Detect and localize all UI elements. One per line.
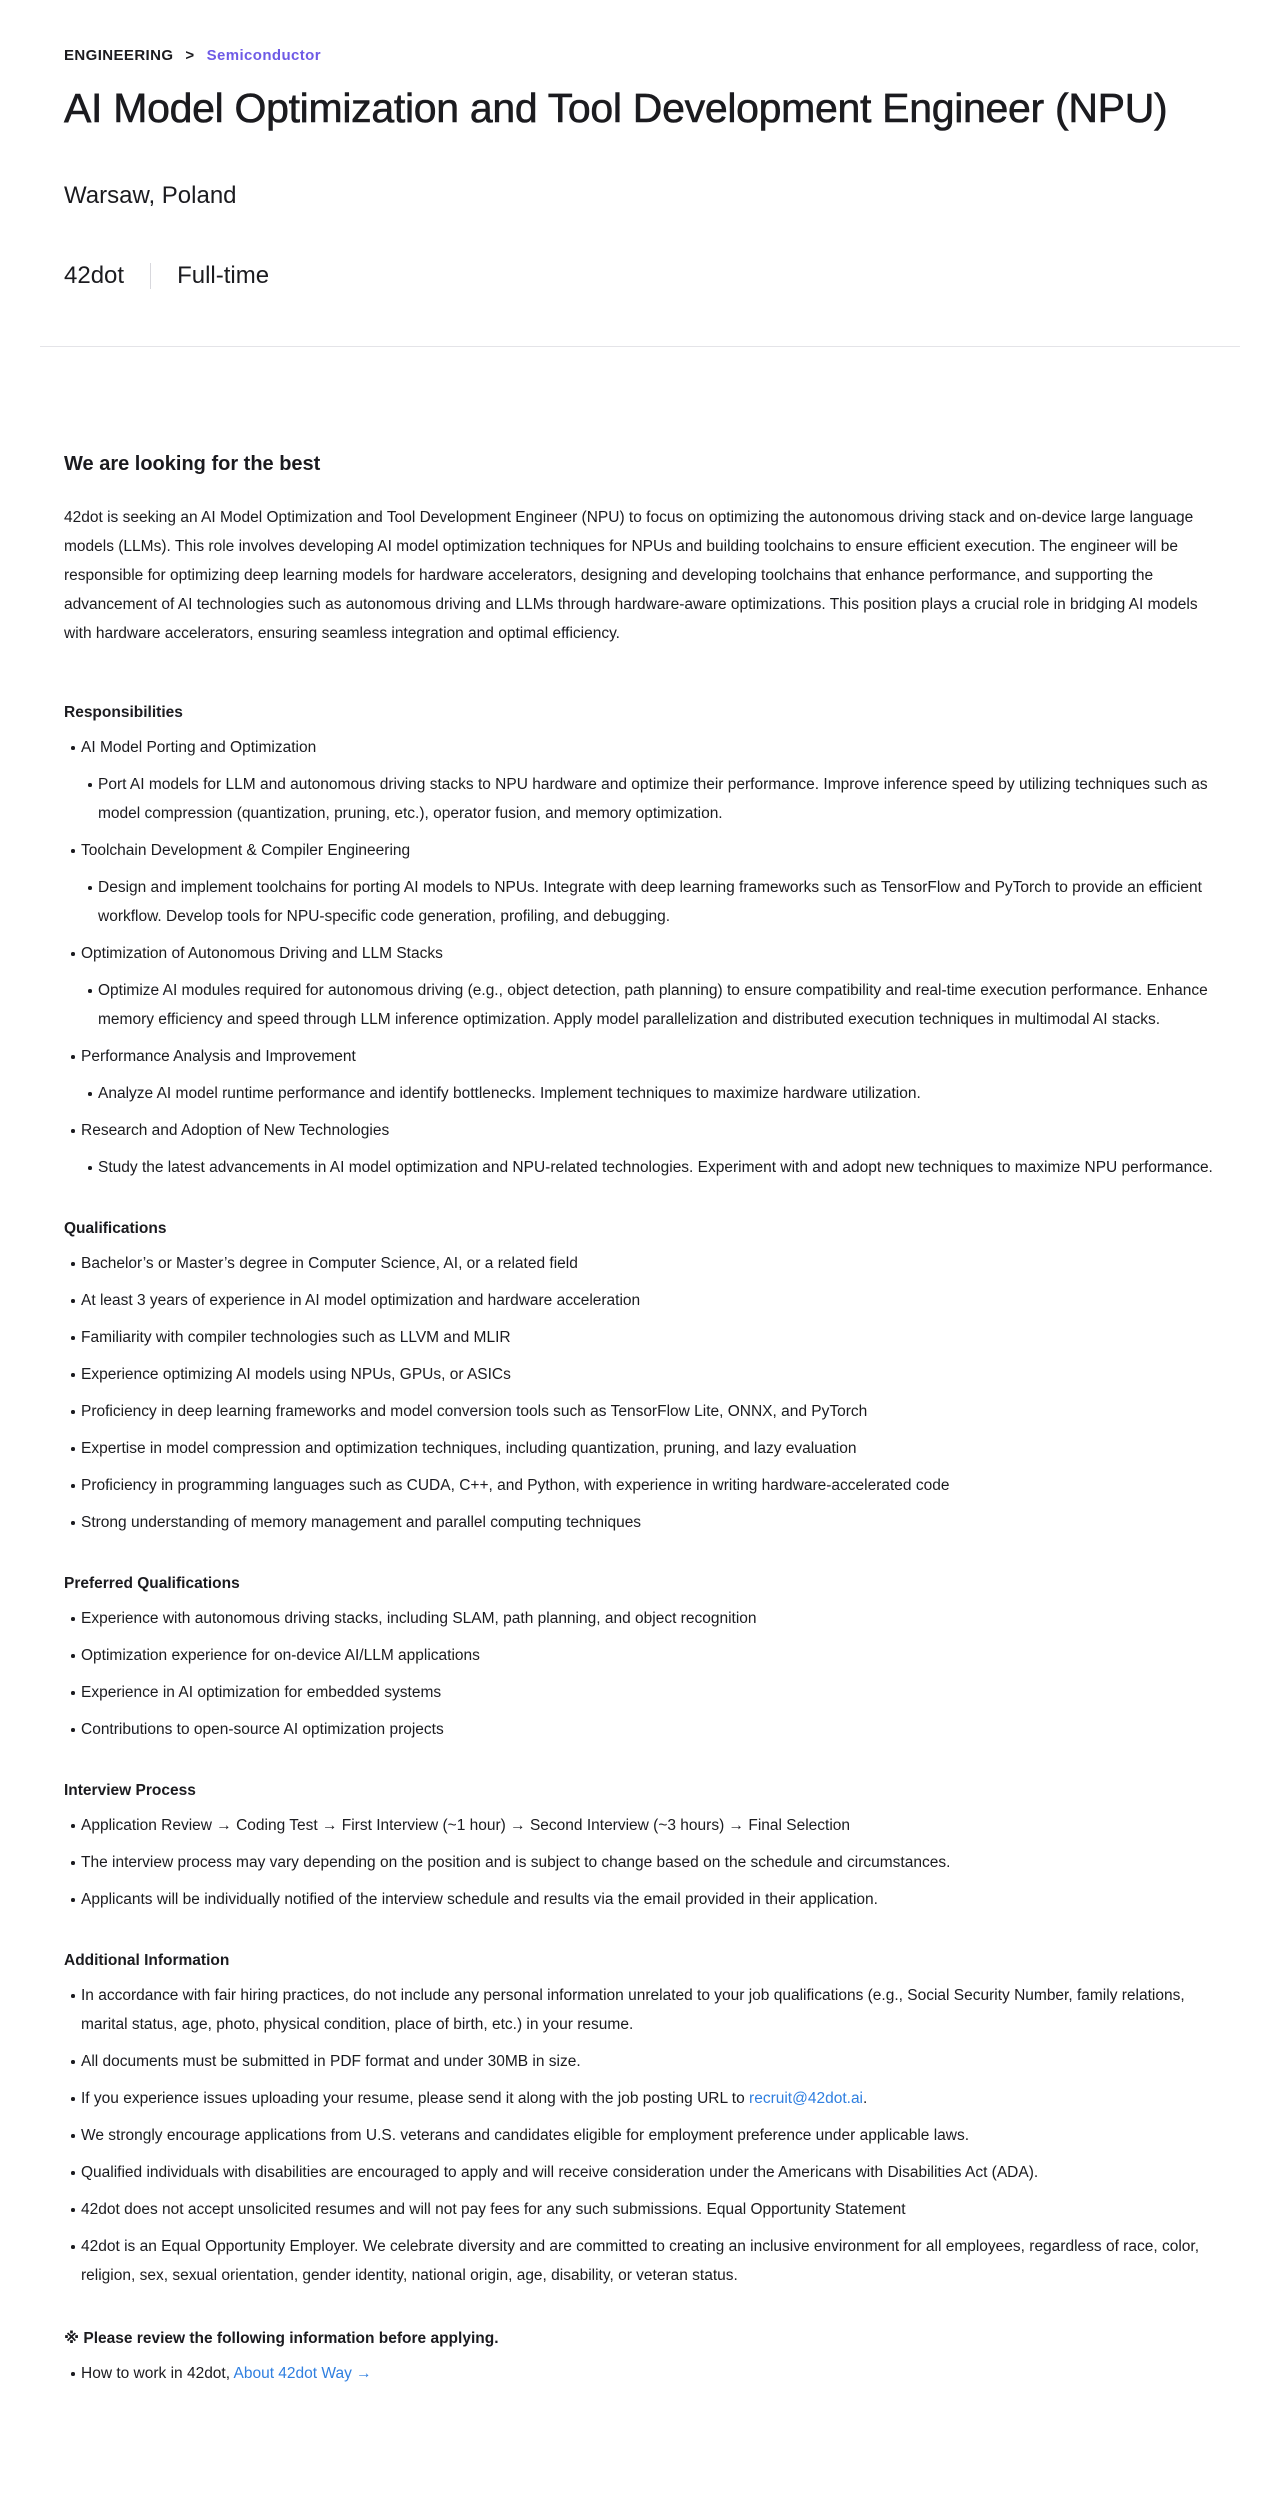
list-item: Contributions to open-source AI optimization projects [64, 1715, 1220, 1744]
qualifications-list [64, 1249, 1220, 1537]
list-item: Optimization of Autonomous Driving and LLM Stacks [64, 939, 1220, 968]
additional-info-list [64, 1981, 1220, 2290]
list-item: Expertise in model compression and optimization techniques, including quantization, pruning, and lazy evaluation [64, 1434, 1220, 1463]
list-item: Strong understanding of memory management and parallel computing techniques [64, 1508, 1220, 1537]
list-item: Experience in AI optimization for embedded systems [64, 1678, 1220, 1707]
list-item: In accordance with fair hiring practices, do not include any personal information unrelated to your job qualifications (e.g., Social Security Number, family relations, marital status, age, photo, physical condition, place of birth, etc.) in your resume. [64, 1981, 1220, 2039]
list-item: All documents must be submitted in PDF format and under 30MB in size. [64, 2047, 1220, 2076]
upload-issue-text: If you experience issues uploading your resume, please send it along with the job posting URL to [81, 2090, 750, 2107]
list-item: Bachelor’s or Master’s degree in Computer Science, AI, or a related field [64, 1249, 1220, 1278]
list-item: We strongly encourage applications from U.S. veterans and candidates eligible for employment preference under applicable laws. [64, 2121, 1220, 2150]
list-item: Applicants will be individually notified of the interview schedule and results via the email provided in their application. [64, 1885, 1220, 1914]
list-item: Study the latest advancements in AI model optimization and NPU-related technologies. Experiment with and adopt new techniques to maximize NPU performance. [64, 1153, 1220, 1182]
list-item: Qualified individuals with disabilities are encouraged to apply and will receive consideration under the Americans with Disabilities Act (ADA). [64, 2158, 1220, 2187]
list-item: Design and implement toolchains for porting AI models to NPUs. Integrate with deep learning frameworks such as TensorFlow and PyTorch to provide an efficient workflow. Develop tools for NPU-specific code generation, profiling, and debugging. [64, 873, 1220, 931]
list-item: 42dot does not accept unsolicited resumes and will not pay fees for any such submissions. Equal Opportunity Statement [64, 2195, 1220, 2224]
breadcrumb [64, 47, 321, 64]
job-meta [64, 260, 269, 292]
upload-issue-suffix: . [863, 2090, 868, 2107]
breadcrumb-parent[interactable]: ENGINEERING [64, 47, 174, 64]
list-item: Familiarity with compiler technologies such as LLVM and MLIR [64, 1323, 1220, 1352]
list-item: Experience optimizing AI models using NPUs, GPUs, or ASICs [64, 1360, 1220, 1389]
interview-section [64, 1779, 1220, 1914]
list-item [64, 2084, 1220, 2113]
list-item [64, 2359, 1220, 2388]
additional-info-section [64, 1949, 1220, 2290]
about-42dot-way-link[interactable]: About 42dot Way → [233, 2365, 372, 2382]
list-item: Proficiency in deep learning frameworks and model conversion tools such as TensorFlow Lite, ONNX, and PyTorch [64, 1397, 1220, 1426]
list-item: Proficiency in programming languages such as CUDA, C++, and Python, with experience in writing hardware-accelerated code [64, 1471, 1220, 1500]
employment-type: Full-time [177, 262, 270, 289]
responsibilities-title: Responsibilities [64, 704, 183, 721]
preferred-title: Preferred Qualifications [64, 1575, 240, 1592]
review-title: ※ Please review the following information before applying. [64, 2330, 499, 2347]
list-item: Analyze AI model runtime performance and identify bottlenecks. Implement techniques to maximize hardware utilization. [64, 1079, 1220, 1108]
additional-info-title: Additional Information [64, 1952, 230, 1969]
list-item: Optimize AI modules required for autonomous driving (e.g., object detection, path planning) to ensure compatibility and real-time execution performance. Enhance memory efficiency and speed through LLM inference optimization. Apply model parallelization and distributed execution techniques in multimodal AI stacks. [64, 976, 1220, 1034]
list-item: Experience with autonomous driving stacks, including SLAM, path planning, and object recognition [64, 1604, 1220, 1633]
review-section [64, 2327, 1220, 2388]
list-item: At least 3 years of experience in AI model optimization and hardware acceleration [64, 1286, 1220, 1315]
interview-list [64, 1811, 1220, 1914]
qualifications-section [64, 1217, 1220, 1537]
meta-divider [150, 263, 151, 289]
list-item: Optimization experience for on-device AI/LLM applications [64, 1641, 1220, 1670]
intro-text: 42dot is seeking an AI Model Optimization and Tool Development Engineer (NPU) to focus on optimizing the autonomous driving stack and on-device large language models (LLMs). This role involves developing AI model optimization techniques for NPUs and building toolchains to ensure efficient execution. The engineer will be responsible for optimizing deep learning models for hardware accelerators, designing and developing toolchains that enhance performance, and supporting the advancement of AI technologies such as autonomous driving and LLMs through hardware-aware optimizations. This position plays a crucial role in bridging AI models with hardware accelerators, ensuring seamless integration and optimal efficiency. [64, 509, 1198, 642]
responsibilities-list [64, 733, 1220, 1182]
list-item: Performance Analysis and Improvement [64, 1042, 1220, 1071]
list-item: The interview process may vary depending on the position and is subject to change based on the schedule and circumstances. [64, 1848, 1220, 1877]
qualifications-title: Qualifications [64, 1220, 167, 1237]
list-item: AI Model Porting and Optimization [64, 733, 1220, 762]
review-item-text: How to work in 42dot, [81, 2365, 234, 2382]
interview-title: Interview Process [64, 1782, 196, 1799]
list-item: Application Review → Coding Test → First Interview (~1 hour) → Second Interview (~3 hours) → Final Selection [64, 1811, 1220, 1840]
breadcrumb-separator: > [185, 47, 195, 64]
recruit-email-link[interactable]: recruit@42dot.ai [749, 2090, 864, 2107]
list-item: Research and Adoption of New Technologies [64, 1116, 1220, 1145]
intro-heading: We are looking for the best [64, 453, 321, 475]
responsibilities-section [64, 701, 1220, 1182]
list-item: Port AI models for LLM and autonomous driving stacks to NPU hardware and optimize their performance. Improve inference speed by utilizing techniques such as model compression (quantization, pruning, etc.), operator fusion, and memory optimization. [64, 770, 1220, 828]
header-divider [40, 346, 1240, 347]
list-item: 42dot is an Equal Opportunity Employer. We celebrate diversity and are committed to creating an inclusive environment for all employees, regardless of race, color, religion, sex, sexual orientation, gender identity, national origin, age, disability, or veteran status. [64, 2232, 1220, 2290]
preferred-list [64, 1604, 1220, 1744]
job-location: Warsaw, Poland [64, 182, 237, 209]
job-title: AI Model Optimization and Tool Development Engineer (NPU) [64, 85, 1168, 131]
company-name: 42dot [64, 262, 125, 289]
review-list [64, 2359, 1220, 2388]
list-item: Toolchain Development & Compiler Engineering [64, 836, 1220, 865]
breadcrumb-current[interactable]: Semiconductor [206, 47, 321, 64]
preferred-section [64, 1572, 1220, 1744]
job-description [64, 450, 1220, 2388]
